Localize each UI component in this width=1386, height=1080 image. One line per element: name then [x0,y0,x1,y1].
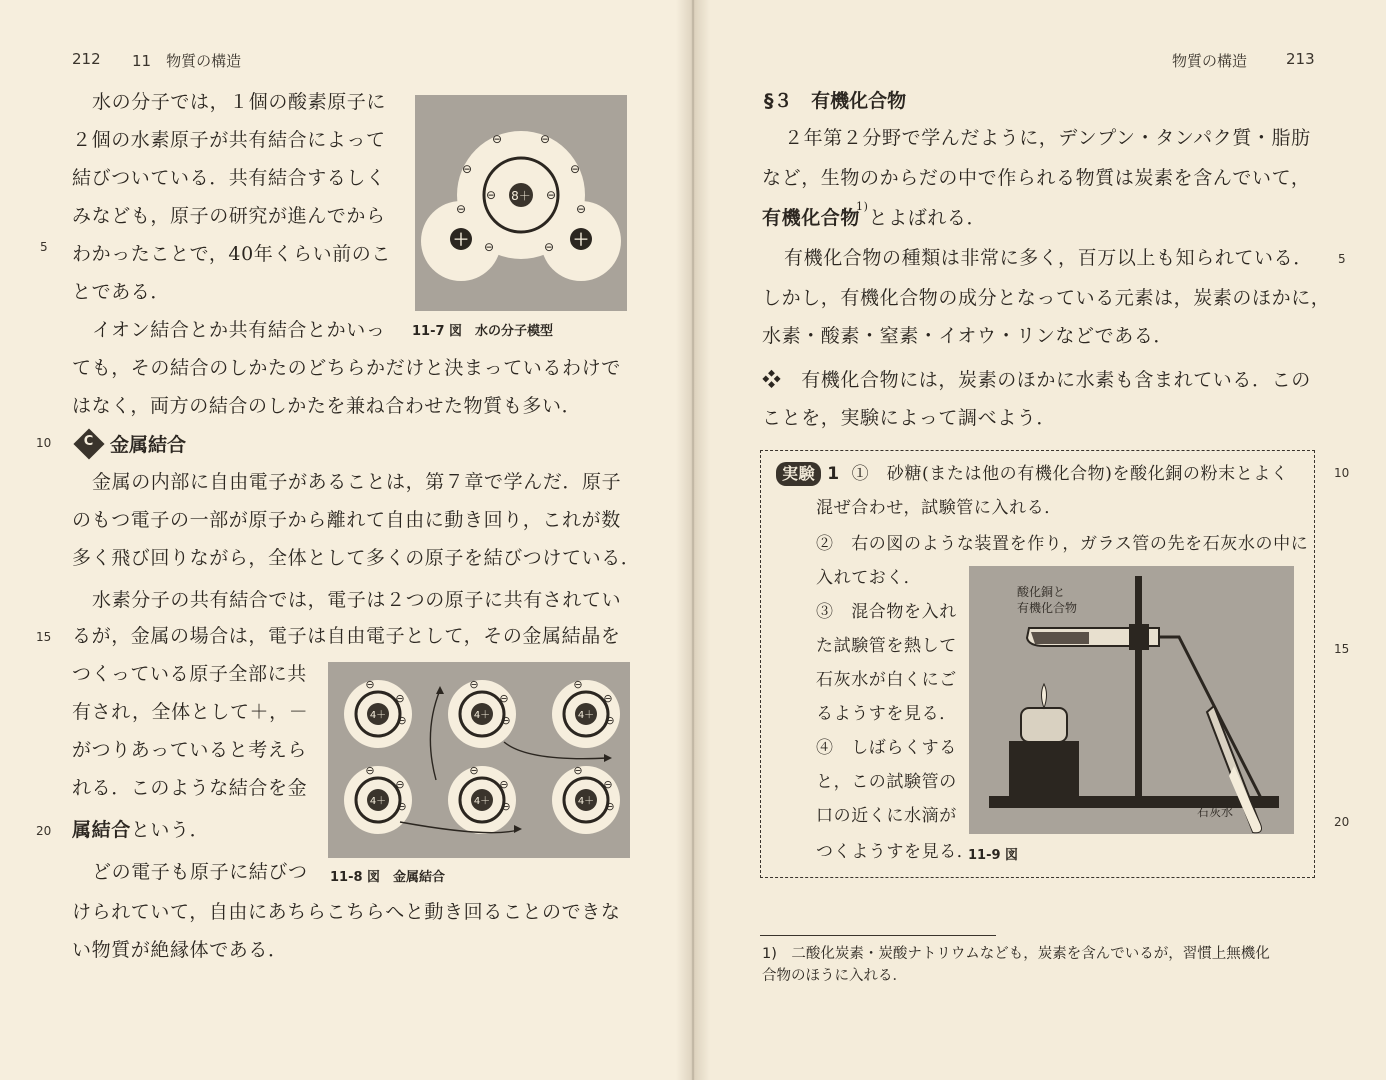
experiment-line: ④ しばらくする [816,738,957,758]
electron: ⊖ [539,132,551,146]
atom-nucleus-label: 4＋ [473,710,491,721]
experiment-line: た試験管を熱して [816,636,957,656]
experiment-line: 口の近くに水滴が [816,806,957,826]
atom-nucleus-label: 4＋ [577,796,595,807]
electron: ⊖ [499,692,509,705]
electron: ⊖ [469,764,479,777]
body-line: 水素・酸素・窒素・イオウ・リンなどである． [762,325,1174,347]
label-limewater: 石灰水 [1197,805,1234,819]
atom-nucleus-label: 4＋ [473,796,491,807]
section-heading [78,430,186,457]
section-title: 有機化合物 [811,90,907,112]
experiment-apparatus-figure [969,566,1294,834]
body-line: るが，金属の場合は，電子は自由電子として，その金属結晶を [72,625,621,647]
electron: ⊖ [603,692,613,705]
line-number: 5 [1338,252,1346,266]
water-molecule-figure [415,95,627,311]
body-line: つくっている原子全部に共 [72,663,307,685]
electron: ⊖ [461,162,473,176]
line-number: 10 [1334,466,1350,480]
hydrogen-nucleus: ＋ [572,230,590,249]
footnote-mark: 1) [856,200,869,213]
body-line: 有され，全体として＋，－ [72,701,309,723]
line-number: 10 [36,436,52,450]
footnote-line: 1) 二酸化炭素・炭酸ナトリウムなども，炭素を含んでいるが，習慣上無機化 [762,946,1270,962]
electron: ⊖ [499,778,509,791]
line-number: 20 [36,824,52,838]
figure-caption: 11-7 図 水の分子模型 [412,324,554,339]
electron: ⊖ [575,202,587,216]
electron: ⊖ [501,800,511,813]
electron: ⊖ [455,202,467,216]
electron: ⊖ [397,800,407,813]
experiment-line: ③ 混合物を入れ [816,602,957,622]
experiment-line: つくようすを見る． [816,842,975,862]
body-line: しかし，有機化合物の成分となっている元素は，炭素のほかに， [762,287,1331,309]
body-line: 有機化合物$^{1)}$とよばれる． [762,200,987,229]
body-line: はなく，両方の結合のしかたを兼ね合わせた物質も多い． [72,395,582,417]
body-line: 有機化合物の種類は非常に多く，百万以上も知られている． [784,247,1313,269]
right-page-number: 213 [1286,50,1315,68]
body-line: れる．このような結合を金 [72,777,308,799]
body-line: ❖ 有機化合物には，炭素のほかに水素も含まれている．この [762,369,1311,391]
body-line: ２個の水素原子が共有結合によって [72,129,386,151]
experiment-line: ② 右の図のような装置を作り，ガラス管の先を石灰水の中に [816,534,1309,554]
body-line: 多く飛び回りながら，全体として多くの原子を結びつけている． [72,547,641,569]
figure-caption: 11-8 図 金属結合 [330,870,446,885]
atom-nucleus-label: 4＋ [369,710,387,721]
experiment-number: 1 [827,464,840,484]
electron: ⊖ [469,678,479,691]
footnote-line: 合物のほうに入れる． [762,968,907,984]
body-line: のもつ電子の一部が原子から離れて自由に動き回り，これが数 [72,509,621,531]
section-marker-icon: C [73,428,104,459]
experiment-badge: 実験 [776,462,821,486]
experiment-line: 混ぜ合わせ，試験管に入れる． [816,498,1062,518]
label-tube: 酸化銅と [1017,585,1066,599]
body-line: ２年第２分野で学んだように，デンプン・タンパク質・脂肪 [784,127,1311,149]
electron: ⊖ [573,678,583,691]
electron: ⊖ [573,764,583,777]
body-line: がつりあっていると考えら [72,739,308,761]
body-line: など，生物のからだの中で作られる物質は炭素を含んでいて， [762,167,1311,189]
electron: ⊖ [395,778,405,791]
body-line: ことを，実験によって調べよう． [762,407,1057,429]
electron: ⊖ [603,778,613,791]
body-line: 金属の内部に自由電子があることは，第７章で学んだ．原子 [92,471,622,493]
body-line: 属結合という． [72,819,210,841]
electron: ⊖ [605,714,615,727]
figure-caption: 11-9 図 [968,848,1019,863]
electron: ⊖ [543,240,555,254]
section-marker: §３ [764,90,793,112]
body-line: どの電子も原子に結びつ [92,861,308,883]
experiment-line: 入れておく． [816,568,922,588]
metal-bond-figure [328,662,630,858]
body-line: みなども，原子の研究が進んでから [72,205,386,227]
line-number: 15 [1334,642,1350,656]
body-line: ても，その結合のしかたのどちらかだけと決まっているわけで [72,357,621,379]
section-heading [764,86,906,113]
body-line: けられていて，自由にあちらこちらへと動き回ることのできな [72,901,621,923]
hydrogen-nucleus: ＋ [452,230,470,249]
right-chapter-title: 物質の構造 [1172,52,1248,70]
footnote-rule [760,935,996,936]
body-line: 水素分子の共有結合では，電子は２つの原子に共有されてい [92,589,622,611]
body-line: とである． [72,281,171,303]
electron: ⊖ [365,764,375,777]
line-number: 20 [1334,815,1350,829]
term-metal-bond: 属結合 [72,819,131,841]
body-line: い物質が絶縁体である． [72,939,288,961]
body-line: 結びついている．共有結合するしく [72,167,386,189]
electron: ⊖ [365,678,375,691]
electron: ⊖ [545,188,557,202]
section-title: 金属結合 [110,434,187,456]
atom-nucleus-label: 4＋ [369,796,387,807]
left-chapter-title: 11 物質の構造 [132,52,242,70]
electron: ⊖ [605,800,615,813]
experiment-line: と，この試験管の [816,772,957,792]
experiment-line: るようすを見る． [816,704,957,724]
electron: ⊖ [395,692,405,705]
electron: ⊖ [491,132,503,146]
book-gutter [676,0,710,1080]
electron: ⊖ [501,714,511,727]
line-number: 15 [36,630,52,644]
line-number: 5 [40,240,48,254]
atom-nucleus-label: 4＋ [577,710,595,721]
oxygen-nucleus: 8＋ [511,189,531,203]
experiment-line: 石灰水が白くにご [816,670,957,690]
body-line: イオン結合とか共有結合とかいっ [92,319,386,341]
experiment-line: 実験 1 ① 砂糖(または他の有機化合物)を酸化銅の粉末とよく [776,462,1289,486]
label-tube: 有機化合物 [1017,601,1078,615]
left-page-number: 212 [72,50,101,68]
electron: ⊖ [483,240,495,254]
body-line: わかったことで，40年くらい前のこ [72,243,391,265]
body-line: 水の分子では，１個の酸素原子に [92,91,387,113]
term-organic-compound: 有機化合物 [762,207,861,229]
electron: ⊖ [397,714,407,727]
electron: ⊖ [569,162,581,176]
electron: ⊖ [485,188,497,202]
